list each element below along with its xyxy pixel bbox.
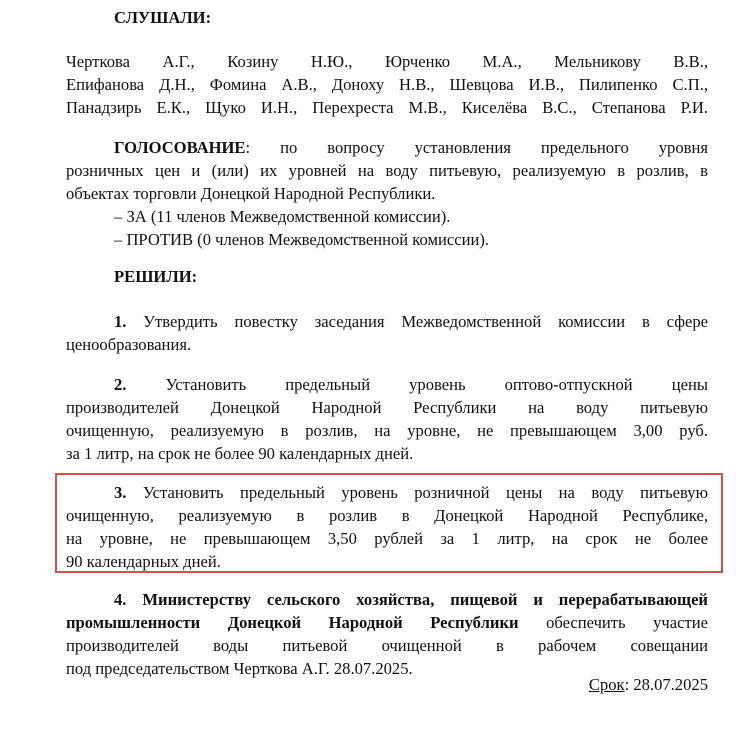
item3-line-4: 90 календарных дней.: [66, 552, 221, 571]
heard-line-3: Панадзирь Е.К., Щуко И.Н., Перехреста М.В., Киселёва В.С., Степанова Р.И.: [66, 98, 708, 117]
voting-line-3: объектах торговли Донецкой Народной Республики.: [66, 184, 436, 203]
item4-line-1: [114, 588, 708, 611]
item2-number: 2.: [114, 375, 127, 394]
item1-line-1-text: Утвердить повестку заседания Межведомственной комиссии в сфере: [143, 312, 708, 331]
deadline-value: : 28.07.2025: [624, 675, 708, 694]
item4-line-4: под председательством Черткова А.Г. 28.07.2025.: [66, 659, 413, 678]
voting-line-1: [114, 136, 708, 159]
item4-line-2: [66, 611, 708, 634]
item4-number: 4.: [114, 590, 127, 609]
item2-line-1: [114, 373, 708, 396]
item3-line-3: на уровне, не превышающем 3,50 рублей за 1 литр, на срок не более: [66, 529, 708, 548]
item4-ministry-name: промышленности Донецкой Народной Республики: [66, 613, 519, 632]
item1-line-2: ценообразования.: [66, 335, 192, 354]
item1-line-1: [114, 310, 708, 333]
deadline: [589, 673, 708, 696]
vote-against: – ПРОТИВ (0 членов Межведомственной комиссии).: [114, 230, 490, 249]
heard-heading: СЛУШАЛИ:: [114, 8, 212, 27]
item1-number: 1.: [114, 312, 127, 331]
item2-line-4: за 1 литр, на срок не более 90 календарных дней.: [66, 444, 414, 463]
item3-number: 3.: [114, 483, 127, 502]
item3-line-1-text: Установить предельный уровень розничной цены на воду питьевую: [142, 483, 708, 502]
vote-for: – ЗА (11 членов Межведомственной комиссии).: [114, 207, 451, 226]
heard-line-2: Епифанова Д.Н., Фомина А.В., Доноху Н.В., Шевцова И.В., Пилипенко С.П.,: [66, 75, 708, 94]
item2-line-1-text: Установить предельный уровень оптово-отпускной цены: [165, 375, 708, 394]
voting-line-2: розничных цен и (или) их уровней на воду питьевую, реализуемую в розлив, в: [66, 161, 708, 180]
item4-line-2-text: обеспечить участие: [518, 613, 708, 632]
decided-heading: РЕШИЛИ:: [114, 267, 198, 286]
item2-line-3: очищенную, реализуемую в розлив, на уровне, не превышающем 3,00 руб.: [66, 421, 708, 440]
item3-line-1: [114, 481, 708, 504]
item4-line-1-text: Министерству сельского хозяйства, пищевой и перерабатывающей: [142, 590, 708, 609]
voting-line-1-text: : по вопросу установления предельного уровня: [245, 138, 708, 157]
heard-line-1: Черткова А.Г., Козину Н.Ю., Юрченко М.А., Мельникову В.В.,: [66, 52, 708, 71]
item2-line-2: производителей Донецкой Народной Республики на воду питьевую: [66, 398, 708, 417]
item3-line-2: очищенную, реализуемую в розлив в Донецкой Народной Республике,: [66, 506, 708, 525]
item4-line-3: производителей воды питьевой очищенной в рабочем совещании: [66, 636, 708, 655]
voting-heading: ГОЛОСОВАНИЕ: [114, 138, 246, 157]
deadline-label: Срок: [588, 675, 625, 694]
